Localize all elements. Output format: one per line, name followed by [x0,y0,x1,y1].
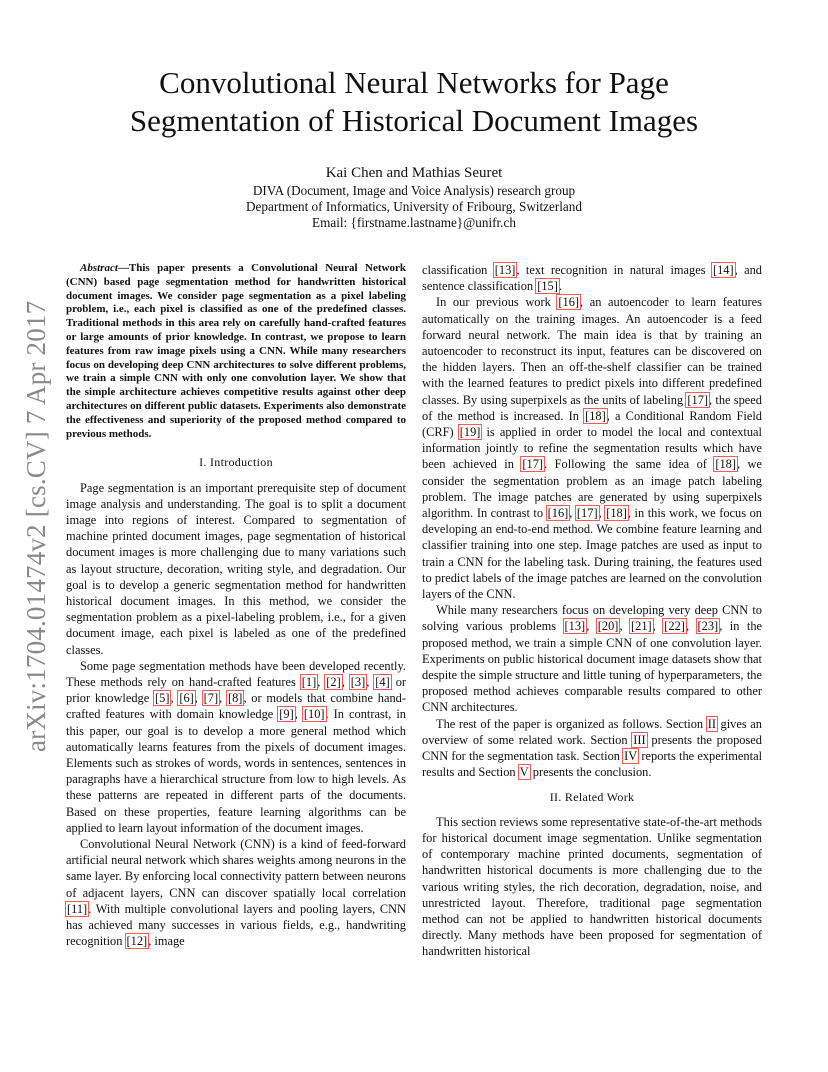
paper-title [0,64,828,140]
r-p2-text-a: While many researchers focus on developing very deep CNN to solving various problems [422,603,762,634]
intro-paragraph-2 [66,658,406,836]
citation-23[interactable]: [23] [697,619,719,634]
intro-p3-text-b: . With multiple convolutional layers and pooling layers, CNN has achieved many successes in various fields, e.g., handwriting recognition [66,901,406,949]
r-p1-text-b: , an autoencoder to learn features automatically on the training images. An autoencoder is a feed forward neural network. The main idea is that by training an autoencoder to reconstruct its input, features can be discovered on the hidden layers. Then an off-the-shelf classifier can be trained with the learned features to predict pixels into different predefined classes. By using superpixels as the units of labeling [422,295,763,407]
sep: , [366,675,375,689]
affiliation-group: DIVA (Document, Image and Voice Analysis) research group [252,183,576,198]
arxiv-identifier[interactable]: arXiv:1704.01474v2 [cs.CV] 7 Apr 2017 [21,300,51,752]
intro-p2-text-c: , or models that combine hand-crafted features with domain knowledge [66,691,406,722]
r-p0-text-b: , text recognition in natural images [516,263,712,277]
citation-17-b[interactable]: [17] [522,457,544,472]
abstract-label: Abstract [80,262,118,274]
sep: , [685,619,697,634]
deep-cnn-paragraph [422,602,762,715]
citation-15[interactable]: [15] [537,279,558,294]
citation-7[interactable]: [7] [203,691,219,706]
citation-9[interactable]: [9] [279,707,294,722]
sep: , [619,619,631,634]
abstract [66,262,406,441]
previous-work-paragraph [422,294,762,602]
intro-p3-text-a: Convolutional Neural Network (CNN) is a kind of feed-forward artificial neural network which shares weights among neurons in the same layer. By enforcing local connectivity pattern between neurons of adjacent layers, CNN can discover spatially local correlation [66,837,406,900]
r-p3-text-d: reports the experimental results and Section [422,749,763,780]
r-p1-text-h: , in this work, we focus on developing an end-to-end method. We combine feature learning and classifier training into one step. Image patches are used as input to train a CNN for the labeling task. During training, the features used to predict labels of the image patches are learned on the convolution layers of the CNN. [422,506,762,602]
citation-10[interactable]: [10] [303,707,325,722]
citation-1[interactable]: [1] [301,675,317,689]
left-column [66,262,406,949]
citation-21[interactable]: [21] [631,619,652,634]
citation-4[interactable]: [4] [375,675,390,689]
intro-p2-text-d: . In contrast, in this paper, our goal is to develop a more general method which automatically learns features from the pixels of document images. Elements such as strokes of words, words in sentences, sentences in paragraphs have a hierarchical structure from low to high levels. As these patterns are repeated in different parts of the documents. Based on these properties, feature learning algorithms can be applied to learn layout information of the document images. [66,707,406,835]
r-p1-text-c: , the speed of the method is increased. In [422,392,762,423]
r-p0-text-c: , and sentence classification [422,263,762,294]
r-p3-text-b: gives an overview of some related work. Section [422,716,762,747]
organization-paragraph [422,716,762,781]
citation-13-b[interactable]: [13] [564,619,586,634]
section-link-V[interactable]: V [519,765,529,780]
sep: , [652,619,664,634]
r-p3-text-e: presents the conclusion. [529,765,652,780]
abstract-text: This paper presents a Convolutional Neural Network (CNN) based page segmentation method for handwritten historical document images. We consider page segmentation as a pixel labeling problem, i.e., each pixel is classified as one of the predefined classes. Traditional methods in this area rely on carefully hand-crafted features or large amounts of prior knowledge. In contrast, we propose to learn features from raw image pixels using a CNN. While many researchers focus on developing deep CNN architectures to solve different problems, we train a simple CNN with only one convolution layer. We show that the simple architecture achieves competitive results against other deep architectures on different public datasets. Experiments also demonstrate the effectiveness and superiority of the proposed method compared to previous methods. [66,262,406,440]
author-names: Kai Chen and Mathias Seuret [325,165,503,181]
intro-paragraph-3 [66,836,406,949]
citation-16-b[interactable]: [16] [547,506,569,521]
citation-14[interactable]: [14] [712,263,734,277]
citation-13[interactable]: [13] [494,263,516,277]
intro-p2-text-a: Some page segmentation methods have been developed recently. These methods rely on hand-crafted features [66,658,406,689]
author-email: Email: {firstname.lastname}@unifr.ch [312,215,516,230]
citation-18-b[interactable]: [18] [715,457,736,472]
section-link-II[interactable]: II [707,716,716,731]
r-p1-text-a: In our previous work [436,295,558,310]
citation-19[interactable]: [19] [459,425,481,440]
intro-p2-text-b: or prior knowledge [66,675,407,706]
affiliation-department: Department of Informatics, University of Fribourg, Switzerland [246,199,582,214]
sep: , [341,675,350,689]
continued-paragraph [422,262,762,294]
intro-p3-text-c: , image [148,934,185,949]
r-p0-text-d: . [558,279,562,294]
intro-paragraph-1: Page segmentation is an important prerequisite step of document image analysis and understanding. The goal is to split a document image into regions of interest. Compared to segmentation of machine printed document images, page segmentation of historical document images is more challenging due to many variations such as layout structure, decoration, writing style, and degradation. Our goal is to develop a generic segmentation method for handwritten historical document images. In this method, we consider the segmentation problem as a pixel-labeling problem, i.e., for a given document image, each pixel is labeled as one of the predefined classes. [66,480,406,657]
r-p1-text-d: , a Conditional Random Field (CRF) [422,408,762,440]
sep: , [569,506,576,521]
citation-18-c[interactable]: [18] [606,506,627,521]
citation-22[interactable]: [22] [664,619,685,634]
title-line-1: Convolutional Neural Networks for Page [159,65,669,100]
citation-5[interactable]: [5] [155,691,170,706]
r-p3-text-c: presents the proposed CNN for the segmentation task. Section [422,732,762,764]
section-link-IV[interactable]: IV [624,749,638,764]
title-line-2: Segmentation of Historical Document Images [129,103,699,138]
section-heading-related-work: II. Related Work [549,789,635,804]
section-link-III[interactable]: III [633,732,646,747]
r-p1-text-f: . Following the same idea of [544,457,715,472]
citation-8[interactable]: [8] [227,691,243,706]
citation-20[interactable]: [20] [597,619,619,634]
citation-17-c[interactable]: [17] [576,506,598,521]
r-p2-text-b: , in the proposed method, we train a simple CNN of one convolution layer. Experiments on public historical document image datasets show that despite the simple structure and little tuning of hyperparameters, the proposed method achieves comparable results compared to other CNN architectures. [422,619,763,715]
related-work-paragraph-1: This section reviews some representative state-of-the-art methods for historical document image segmentation. Unlike segmentation of contemporary machine printed documents, segmentation of handwritten historical documents is more challenging due to the various writing styles, the rich decoration, degradation, noise, and unrestricted layout. Therefore, traditional page segmentation method can not be applied to handwritten historical documents directly. Many methods have been proposed for segmentation of handwritten historical [422,814,762,959]
sep: , [294,707,303,722]
citation-17[interactable]: [17] [687,392,709,407]
section-heading-introduction: I. Introduction [199,455,273,470]
citation-11[interactable]: [11] [67,901,88,916]
citation-12[interactable]: [12] [126,934,148,949]
r-p0-text-a: classification [422,263,494,277]
r-p3-text-a: The rest of the paper is organized as follows. Section [436,716,707,731]
abstract-dash: — [117,262,129,274]
sep: , [598,506,606,521]
sep: , [170,691,179,706]
sep: , [317,675,326,689]
sep: , [219,691,227,706]
citation-16[interactable]: [16] [558,295,580,310]
sep: , [586,619,597,634]
citation-18[interactable]: [18] [585,408,606,423]
sep: , [194,691,203,706]
r-p1-text-g: , we consider the segmentation problem as an image patch labeling problem. The image patches are generated by using superpixels algorithm. In contrast to [422,457,762,521]
citation-6[interactable]: [6] [179,691,194,706]
citation-2[interactable]: [2] [326,675,341,689]
citation-3[interactable]: [3] [350,675,366,689]
right-column [422,262,762,960]
r-p1-text-e: is applied in order to model the local and contextual information jointly to refine the segmentation results which have been achieved in [422,425,762,472]
